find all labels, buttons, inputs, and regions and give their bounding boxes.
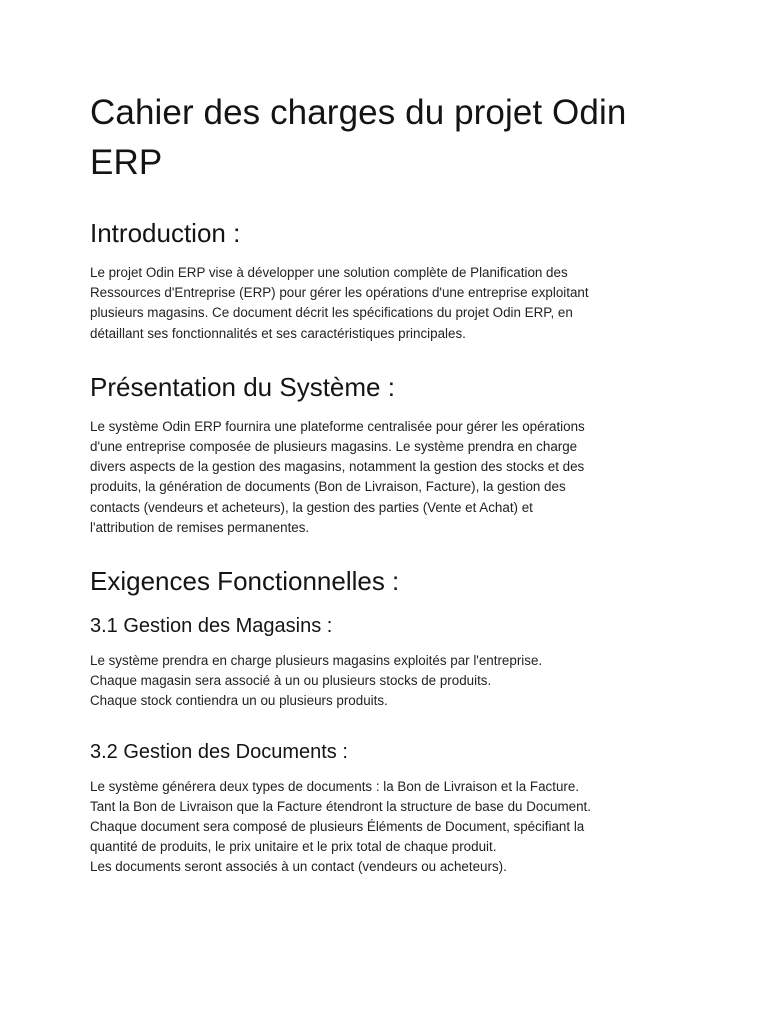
spacer (90, 344, 690, 370)
subsection-magasins (90, 612, 690, 712)
spacer (90, 538, 690, 564)
spacer (90, 188, 690, 216)
paragraph-documents: Le système générera deux types de documents : la Bon de Livraison et la Facture. Tant la Bon de Livraison que la Facture étendront la structure de base du Document. Chaque document sera composé de plusieurs Éléments de Document, spécifiant la quantité de produits, le prix unitaire et le prix total de chaque produit. Les documents seront associés à un contact (vendeurs ou acheteurs). (90, 778, 591, 875)
section-presentation (90, 370, 690, 538)
spacer (90, 712, 690, 738)
section-heading-exigences: Exigences Fonctionnelles : (90, 566, 400, 597)
section-exigences (90, 564, 690, 878)
subsection-heading-documents: 3.2 Gestion des Documents : (90, 740, 348, 763)
spacer (90, 598, 690, 612)
spacer (90, 404, 690, 417)
document-title: Cahier des charges du projet Odin ERP (90, 93, 627, 182)
section-introduction (90, 216, 690, 344)
paragraph-presentation: Le système Odin ERP fournira une plateforme centralisée pour gérer les opérations d'une entreprise composée de plusieurs magasins. Le système prendra en charge divers aspects de la gestion des magasins, notamment la gestion des stocks et des produits, la génération de documents (Bon de Livraison, Facture), la gestion des contacts (vendeurs et acheteurs), la gestion des parties (Vente et Achat) et l'attribution de remises permanentes. (90, 418, 585, 535)
document-content (90, 88, 690, 878)
paragraph-magasins: Le système prendra en charge plusieurs magasins exploités par l'entreprise. Chaque magasin sera associé à un ou plusieurs stocks de produits. Chaque stock contiendra un ou plusieurs produits. (90, 653, 543, 709)
section-heading-presentation: Présentation du Système : (90, 371, 395, 402)
spacer (90, 766, 690, 777)
paragraph-introduction: Le projet Odin ERP vise à développer une solution complète de Planification des Ressources d'Entreprise (ERP) pour gérer les opérations d'une entreprise exploitant plusieurs magasins. Ce document décrit les spécifications du projet Odin ERP, en détaillant ses fonctionnalités et ses caractéristiques principales. (90, 265, 589, 341)
section-heading-introduction: Introduction : (90, 218, 241, 248)
spacer (90, 640, 690, 651)
spacer (90, 250, 690, 263)
subsection-documents (90, 738, 690, 878)
subsection-heading-magasins: 3.1 Gestion des Magasins : (90, 615, 333, 638)
